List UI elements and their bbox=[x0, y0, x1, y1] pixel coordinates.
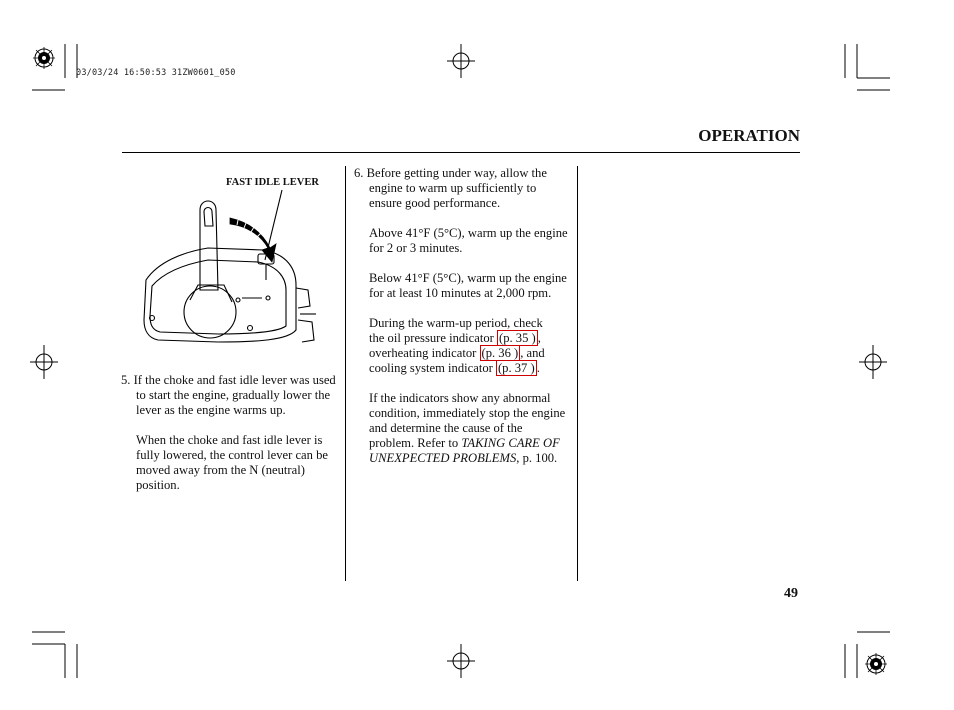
section-title: OPERATION bbox=[698, 126, 800, 145]
step-5-note: When the choke and fast idle lever is fully lowered, the control lever can be moved away from the N (neutral) position. bbox=[136, 433, 328, 492]
right-column bbox=[354, 166, 570, 466]
step-6 bbox=[354, 166, 570, 211]
print-timestamp: 03/03/24 16:50:53 31ZW0601_050 bbox=[76, 68, 236, 78]
column-divider-left bbox=[345, 166, 346, 581]
troubleshooting-reference: TAKING CARE OF UNEXPECTED PROBLEMS bbox=[369, 436, 560, 465]
step-5 bbox=[121, 373, 337, 418]
cooling-system-page-link[interactable]: (p. 37 ) bbox=[497, 361, 535, 375]
left-column bbox=[121, 373, 337, 493]
step-6-number: 6. bbox=[354, 166, 364, 180]
column-divider-right bbox=[577, 166, 578, 581]
warmup-line-3: overheating indicator (p. 36 ) , and bbox=[369, 346, 545, 360]
oil-pressure-page-link[interactable]: (p. 35 ) bbox=[499, 331, 536, 345]
overheating-page-link[interactable]: (p. 36 ) bbox=[481, 346, 519, 360]
warmup-line-1: During the warm-up period, check bbox=[369, 316, 543, 330]
above-temp-instruction: Above 41°F (5°C), warm up the engine for 2 or 3 minutes. bbox=[369, 226, 568, 255]
warmup-check-paragraph bbox=[354, 316, 570, 376]
step-5-text: If the choke and fast idle lever was used to start the engine, gradually lower the lever as the engine warms up. bbox=[133, 373, 336, 417]
page-number: 49 bbox=[784, 586, 798, 601]
remote-control-box-illustration bbox=[138, 190, 318, 350]
warmup-line-2: the oil pressure indicator (p. 35 ) , bbox=[369, 331, 541, 345]
header-rule bbox=[122, 152, 800, 153]
step-6-text: Before getting under way, allow the engine to warm up sufficiently to ensure good performance. bbox=[366, 166, 547, 210]
warmup-line-4: cooling system indicator (p. 37 ) . bbox=[369, 361, 540, 375]
figure-callout-label: FAST IDLE LEVER bbox=[226, 177, 319, 188]
abnormal-condition-paragraph: If the indicators show any abnormal condition, immediately stop the engine and determine the cause of the problem. Refer to TAKING CARE OF UNEXPECTED PROBLEMS, p. 100. bbox=[369, 391, 566, 465]
below-temp-instruction: Below 41°F (5°C), warm up the engine for at least 10 minutes at 2,000 rpm. bbox=[369, 271, 567, 300]
step-5-number: 5. bbox=[121, 373, 131, 387]
